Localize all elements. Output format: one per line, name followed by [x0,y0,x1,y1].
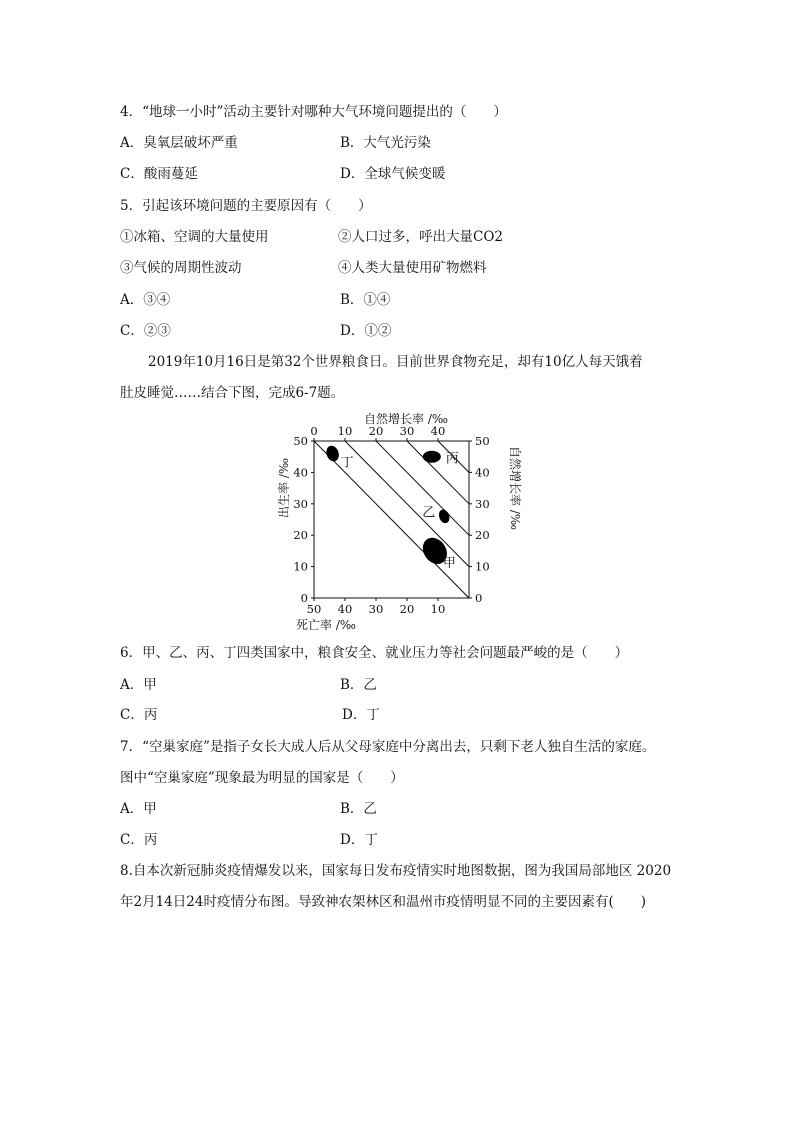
right-tick-label-4: 40 [475,465,490,480]
left-tick-label-4: 40 [293,465,308,480]
bottom-tick-label-4: 10 [430,602,446,616]
q4-option-b: B．大气光污染 [340,135,431,151]
point-3 [437,508,451,525]
q6-option-d: D．丁 [342,707,380,723]
top-tick-label-0: 0 [310,424,318,438]
point-label-3: 乙 [422,505,436,521]
q6-option-b: B．乙 [340,677,377,693]
top-tick-label-2: 20 [368,424,384,438]
right-tick-label-0: 0 [475,591,483,605]
q7-option-d: D．丁 [340,832,378,848]
point-label-2: 丙 [445,451,459,467]
bottom-tick-label-1: 40 [337,602,353,616]
q5-statement-2: ②人口过多，呼出大量CO2 [338,229,503,245]
q5-statement-3: ③气候的周期性波动 [120,260,242,276]
bottom-tick-label-0: 50 [306,602,322,616]
q5-statement-1: ①冰箱、空调的大量使用 [120,229,269,245]
q4-option-a: A．臭氧层破坏严重 [120,135,238,151]
left-tick-label-3: 30 [293,496,308,511]
q6-stem: 6．甲、乙、丙、丁四类国家中，粮食安全、就业压力等社会问题最严峻的是（ ） [120,645,629,661]
top-tick-label-4: 40 [430,424,446,438]
bottom-tick-label-2: 30 [368,602,384,616]
q5-option-a: A．③④ [120,292,171,308]
q7-option-a: A．甲 [120,801,157,817]
right-tick-label-2: 20 [475,528,490,543]
q5-option-c: C．②③ [120,323,171,339]
left-tick-label-0: 0 [300,591,308,605]
q5-statement-4: ④人类大量使用矿物燃料 [338,260,487,276]
q4-option-c: C．酸雨蔓延 [120,166,198,182]
q4-stem: 4．“地球一小时”活动主要针对哪种大气环境问题提出的（ ） [120,104,507,120]
right-tick-label-3: 30 [475,496,490,511]
point-label-4: 甲 [442,555,456,571]
intro-line-1: 2019年10月16日是第32个世界粮食日。目前世界食物充足，却有10亿人每天饿着 [148,354,643,370]
left-axis-label: 出生率 /‰ [277,458,291,518]
growth-line-30 [407,441,469,504]
intro-line-2: 肚皮睡觉……结合下图，完成6-7题。 [120,385,345,401]
q8-line-1: 8.自本次新冠肺炎疫情爆发以来，国家每日发布疫情实时地图数据，图为我国局部地区 2020 [120,863,672,879]
q5-option-b: B．①④ [340,292,391,308]
q7-stem-line-2: 图中“空巢家庭”现象最为明显的国家是（ ） [120,770,404,786]
q7-option-b: B．乙 [340,801,377,817]
q4-option-d: D．全球气候变暖 [340,166,446,182]
left-tick-label-2: 20 [293,528,308,543]
q5-option-d: D．①② [340,323,392,339]
right-tick-label-1: 10 [475,559,490,574]
q5-stem: 5．引起该环境问题的主要原因有（ ） [120,198,372,214]
top-axis-label: 自然增长率 /‰ [364,412,448,426]
point-label-1: 丁 [340,455,354,471]
bottom-tick-label-3: 20 [399,602,415,616]
q7-option-c: C．丙 [120,832,158,848]
q6-option-c: C．丙 [120,707,158,723]
q8-line-2: 年2月14日24时疫情分布图。导致神农架林区和温州市疫情明显不同的主要因素有( ) [120,894,646,910]
point-2 [423,451,441,463]
top-tick-label-1: 10 [337,424,353,438]
top-tick-label-3: 30 [399,424,415,438]
q6-option-a: A．甲 [120,677,157,693]
left-tick-label-1: 10 [293,559,308,574]
right-tick-label-5: 50 [475,434,490,448]
left-tick-label-5: 50 [293,434,308,448]
point-1 [324,444,341,463]
right-axis-label: 自然增长率 /‰ [508,446,522,530]
population-chart [268,406,528,634]
bottom-axis-label: 死亡率 /‰ [296,618,356,632]
q7-stem-line-1: 7．“空巢家庭”是指子女长大成人后从父母家庭中分离出去，只剩下老人独自生活的家庭。 [120,739,656,755]
